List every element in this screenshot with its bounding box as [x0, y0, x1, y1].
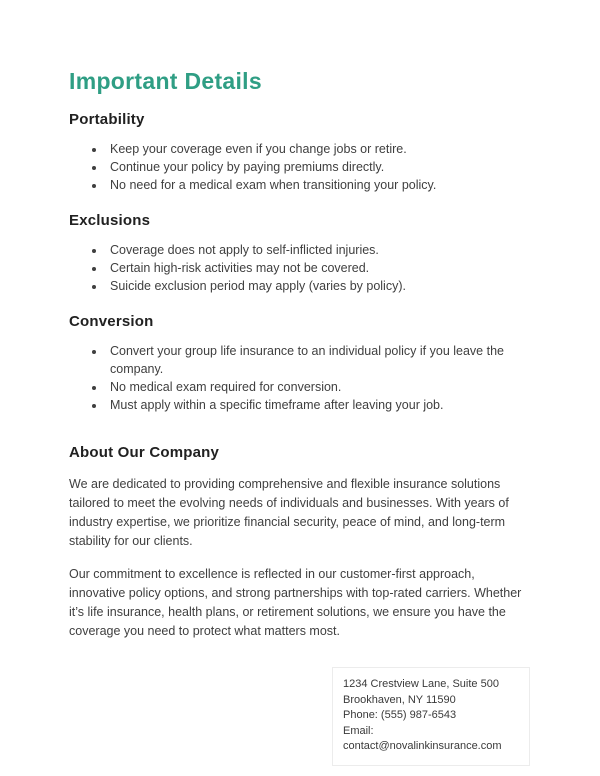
- section-heading-about: About Our Company: [69, 444, 220, 461]
- contact-email-label: Email:: [343, 724, 374, 737]
- about-paragraph: Our commitment to excellence is reflected in our customer-first approach, innovative policy options, and strong partnerships with top-rated carriers. Whether it’s life insurance, health plans, or retirement solutions, we ensure you have the coverage you need to protect what matters most.: [69, 567, 522, 638]
- portability-bullet-list: [69, 140, 530, 194]
- bullet-item: • Coverage does not apply to self-inflicted injuries.: [106, 241, 530, 259]
- about-paragraph: We are dedicated to providing comprehensive and flexible insurance solutions tailored to meet the evolving needs of individuals and businesses. With years of industry expertise, we prioritize financial security, peace of mind, and long-term stability for our clients.: [69, 477, 509, 548]
- contact-email-address: contact@novalinkinsurance.com: [343, 740, 502, 752]
- section-exclusions: [69, 212, 530, 295]
- contact-address-line1: 1234 Crestview Lane, Suite 500: [343, 678, 499, 690]
- bullet-item: • No medical exam required for conversion.: [106, 378, 530, 396]
- bullet-item: • Must apply within a specific timeframe after leaving your job.: [106, 396, 530, 414]
- contact-phone: Phone: (555) 987-6543: [343, 709, 457, 721]
- bullet-item: • Suicide exclusion period may apply (varies by policy).: [106, 277, 530, 295]
- contact-address-line2: Brookhaven, NY 11590: [343, 693, 456, 706]
- exclusions-bullet-list: [69, 241, 530, 295]
- section-portability: [69, 111, 530, 194]
- section-heading-portability: Portability: [69, 111, 145, 128]
- contact-box: [332, 667, 530, 766]
- section-about: [69, 444, 530, 641]
- conversion-bullet-list: [69, 342, 530, 414]
- bullet-item: • Certain high-risk activities may not be covered.: [106, 259, 530, 277]
- bullet-item: • No need for a medical exam when transitioning your policy.: [106, 176, 530, 194]
- bullet-item: • Continue your policy by paying premiums directly.: [106, 158, 530, 176]
- page-title: Important Details: [69, 68, 262, 94]
- section-conversion: [69, 313, 530, 414]
- bullet-item: • Keep your coverage even if you change jobs or retire.: [106, 140, 530, 158]
- section-heading-exclusions: Exclusions: [69, 212, 151, 229]
- bullet-item: • Convert your group life insurance to an individual policy if you leave the company.: [106, 342, 530, 378]
- section-heading-conversion: Conversion: [69, 313, 154, 330]
